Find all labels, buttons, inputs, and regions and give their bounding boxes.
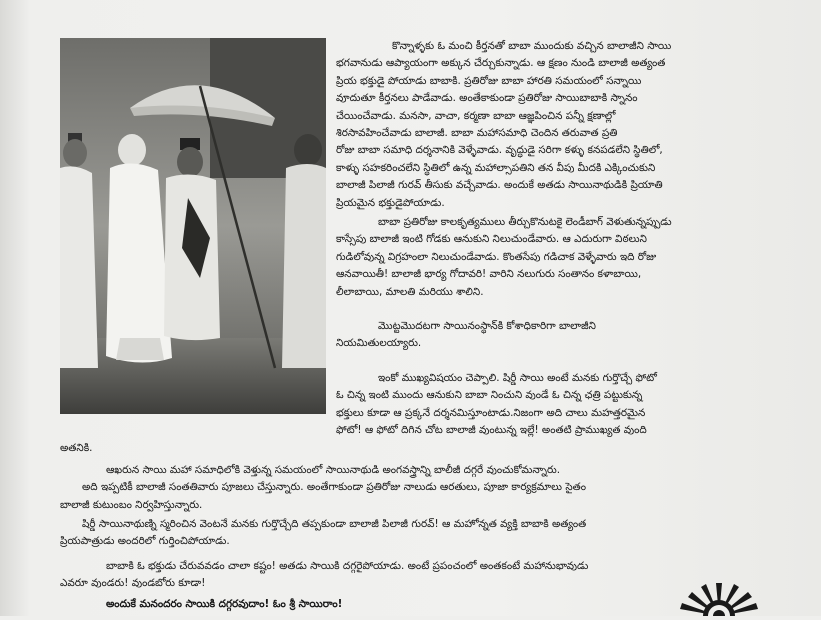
text-line: బాలాజీ పిలాజీ గురవ్ తీసుకు వచ్చేవాడు. అందుకే అతడు సాయినాథుడికి ప్రియాతి: [336, 179, 663, 192]
text-line: నియమితులయ్యారు.: [336, 337, 422, 350]
text-line: భక్తులు కూడా ఆ ప్రక్కనే దర్శనమిస్తూంటాడు.నిజంగా అది చాలు మహత్తరమైన: [336, 406, 646, 419]
sun-ornament: [676, 565, 762, 616]
paragraph-7: [60, 558, 780, 593]
text-line: బాలాజీ కుటుంబం నిర్వహిస్తున్నారు.: [60, 498, 203, 511]
text-line: ప్రియపాత్రుడు అందరిలో గుర్తించిపోయాడు.: [60, 535, 230, 548]
historical-photo: [60, 38, 326, 414]
text-line: ప్రియ భక్తుడై పోయాడు బాబాకి. ప్రతిరోజు బాబా హారతి సమయంలో సన్నాయి: [336, 74, 642, 87]
text-line: అది ఇప్పటికీ బాలాజీ సంతతివారు పూజలు చేస్తున్నారు. అంతేగాకుండా ప్రతిరోజు నాలుడు ఆరతులు, పూజా కార్యక్రమాలు సైతం: [82, 481, 586, 494]
paragraph-4: [336, 370, 806, 440]
historical-photo-icon: [60, 38, 326, 414]
text-line: బాబాకి ఓ భక్తుడు చేరువవడం చాలా కష్టం! అతడు సాయికి దగ్గరైపోయాడు. అంటే ప్రపంచంలో అంతకంటే మహానుభావుడు: [106, 560, 589, 572]
text-line: వూదుతూ కీర్తనలు పాడేవాడు. అంతేకాకుండా ప్రతిరోజు సాయిబాబాకి స్నానం: [336, 92, 638, 105]
text-line: మొట్టమొదటగా సాయినంస్థాన్‌కి కోశాధికారిగా బాలాజీని: [378, 320, 596, 332]
paragraph-3: [336, 318, 806, 353]
paragraph-4-end: [60, 440, 780, 457]
text-line: బాబా ప్రతిరోజు కాలకృత్యములు తీర్చుకొనుటకై లెండీబాగ్ వెళుతున్నప్పుడు: [378, 216, 672, 228]
text-line: ఫోటో! ఆ ఫోటో దిగిన చోట బాలాజీ వుంటున్న ఇల్లే! అంతటి ప్రాముఖ్యత వుంది: [336, 424, 647, 437]
sun-ornament-icon: [676, 565, 762, 616]
text-line: ఎవరూ వుండరు! వుండబోరు కూడా!: [60, 577, 206, 590]
text-line: కాళ్ళు సహకరించలేని స్థితిలో ఉన్న మహాల్సాపతిని తన వీపు మీదకి ఎక్కించుకుని: [336, 161, 656, 174]
paragraph-2: [336, 214, 806, 301]
text-line: షిర్డీ సాయినాథుణ్ని స్మరించిన వెంటనే మనకు గుర్తొచ్చేది తప్పకుండా బాలాజీ పిలాజీ గురవ్! ఆ మహోన్నత వ్యక్తి బాబాకి అత్యంత: [82, 518, 587, 530]
text-line: భగవానుడు ఆప్యాయంగా అక్కున చేర్చుకున్నాడు. ఆ క్షణం నుండి బాలాజీ అత్యంత: [336, 57, 666, 70]
text-line: చేయించేవాడు. మనసా, వాచా, కర్మణా బాబా ఆజ్ఞపించిన పన్నీ క్షణాల్లో: [336, 109, 616, 122]
text-line: ఇంకో ముఖ్యవిషయం చెప్పాలి. షిర్డీ సాయి అంటే మనకు గుర్తొచ్చే ఫోటో: [378, 372, 657, 384]
text-line: లీలాబాయి, మాలతి మరియు శాలిని.: [336, 285, 484, 298]
text-line: శిరసావహించేవాడు బాలాజీ. బాబా మహాసమాధి చెందిన తరువాత ప్రతి: [336, 127, 618, 140]
text-line: గుడిలోవున్న విగ్రహంలా నిలుచుండేవాడు. కొంతసేపు గడిచాక వెళ్ళేవారు ఇది రోజు: [336, 250, 657, 263]
text-line: ఆఖరున సాయి మహా సమాధిలోకి వెళ్తున్న సమయంలో సాయినాథుడి అంగవస్త్రాన్ని బాలీజీ దగ్గరే వుంచుకోమన్నారు.: [106, 464, 561, 476]
text-line: కొన్నాళ్ళకు ఓ మంచి కీర్తనతో బాబా ముందుకు వచ్చిన బాలాజీని సాయి: [392, 40, 672, 52]
text-line: ఓ చిన్న ఇంటి ముందు ఆనుకుని బాబా నించుని వుండే ఓ చిన్న ఛత్రి పట్టుకున్న: [336, 389, 643, 402]
text-line: ప్రియమైన భక్తుడైపోయాడు.: [336, 196, 445, 209]
text-line: అతనికి.: [60, 442, 93, 454]
text-line: రోజు బాబా సమాధి దర్శనానికి వెళ్ళేవాడు. వృద్ధుడై సరిగా కళ్ళు కనపడలేని స్థితిలో,: [336, 144, 663, 157]
text-line: కాస్సేపు బాలాజీ ఇంటి గోడకు ఆనుకుని నిలుచుండేవారు. ఆ ఎదురుగా విఠలుని: [336, 233, 647, 246]
text-line: ఆనవాయితీ! బాలాజీ భార్య గోదావరి! వారిని నలుగురు సంతానం కళాబాయి,: [336, 268, 642, 281]
text-line: అందుకే మనందరం సాయికి దగ్గరవుదాం! ఓం శ్రీ సాయిరాం!: [106, 598, 343, 610]
paragraph-6: [60, 516, 780, 551]
paragraph-5: [60, 462, 780, 514]
paragraph-1: [336, 38, 806, 212]
